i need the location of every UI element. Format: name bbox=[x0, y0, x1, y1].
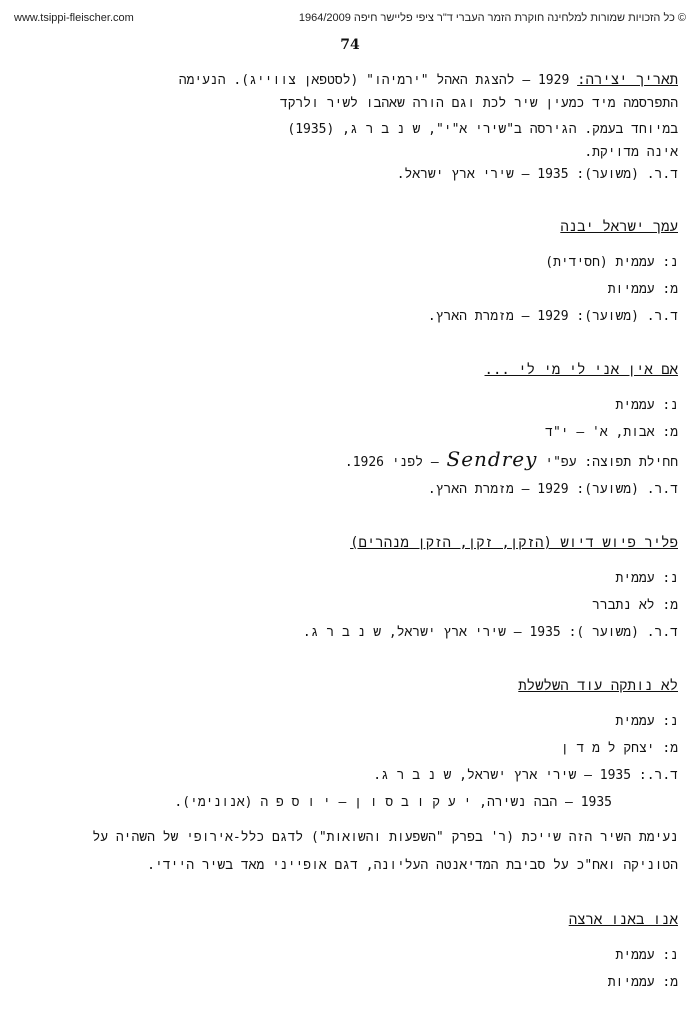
intro-line: התפרסמה מיד כמעין שיר לכת וגם הורה שאהבו לשיר ולרקד bbox=[279, 96, 678, 111]
song-detail-line: 1935 – הבה נשירה, י ע ק ו ב ס ו ן – י ו ס פ ה (אנונימי). bbox=[174, 795, 612, 810]
composition-date-text: 1929 – להצגת האהל "ירמיהו" (לסטפאן צווייג). הנעימה bbox=[178, 73, 570, 88]
composition-date-label: תאריך יצירה: bbox=[577, 72, 678, 88]
intro-line: אינה מדויקת. bbox=[584, 145, 678, 160]
page-number: 74 bbox=[340, 37, 360, 53]
song-entry bbox=[40, 676, 678, 880]
song-detail-line: נ: עממית (חסידית) bbox=[545, 255, 678, 270]
song-title: אנו באנו ארצה bbox=[568, 912, 678, 928]
song-note: נעימת השיר הזה שייכת (ר' בפרק "השפעות והשואות") לדגם כלל-אירופי של השהיה על הטוניקה ואח"כ על סביבת המדיאנטה העליונה, דגם אופייני מאד בשיר היידי. bbox=[92, 830, 678, 873]
song-title: עמך ישראל יבנה bbox=[560, 219, 678, 235]
song-entry bbox=[40, 910, 678, 996]
song-detail-line: ד.ר. (משוער): 1929 – מזמרת הארץ. bbox=[427, 482, 678, 497]
song-detail-line: מ: אבות, א' – י"ד bbox=[545, 425, 678, 440]
site-url: www.tsippi-fleischer.com bbox=[14, 12, 134, 24]
song-detail-line: נ: עממית bbox=[615, 948, 678, 963]
copyright-notice: © כל הזכויות שמורות למלחינה חוקרת הזמר העברי ד"ר ציפי פליישר חיפה 1964/2009 bbox=[298, 12, 686, 24]
song-entry bbox=[40, 360, 678, 503]
song-entry bbox=[40, 533, 678, 646]
song-entry bbox=[40, 217, 678, 330]
song-detail-line: נ: עממית bbox=[615, 398, 678, 413]
song-detail-line: ד.ר.: 1935 – שירי ארץ ישראל, ש נ ב ר ג. bbox=[373, 768, 678, 783]
song-title: לא נותקה עוד השלשלת bbox=[518, 678, 678, 694]
intro-block bbox=[40, 70, 678, 187]
intro-line: במיוחד בעמק. הגירסה ב"שירי א"י", ש נ ב ר ג, (1935) bbox=[287, 122, 678, 137]
song-detail-line: נ: עממית bbox=[615, 571, 678, 586]
song-detail-line: ד.ר. (משוער ): 1935 – שירי ארץ ישראל, ש נ ב ר ג. bbox=[302, 625, 678, 640]
song-detail-line: ד.ר. (משוער): 1929 – מזמרת הארץ. bbox=[427, 309, 678, 324]
song-detail-line: נ: עממית bbox=[615, 714, 678, 729]
performance-label: חחילת תפוצה: עפ"י bbox=[545, 455, 678, 470]
handwritten-name: Sendrey bbox=[446, 447, 538, 471]
song-detail-line: מ: יצחק ל מ ד ן bbox=[560, 741, 678, 756]
document-body bbox=[40, 70, 678, 996]
performance-date: – לפני 1926. bbox=[344, 455, 439, 470]
song-title: אם אין אני לי מי לי ... bbox=[484, 362, 678, 378]
song-detail-line: מ: עממיות bbox=[607, 975, 678, 990]
song-detail-line: מ: לא נתברר bbox=[592, 598, 678, 613]
song-performance-line bbox=[40, 446, 678, 476]
song-detail-line: מ: עממיות bbox=[607, 282, 678, 297]
intro-first-print: ד.ר. (משוער): 1935 – שירי ארץ ישראל. bbox=[396, 167, 678, 182]
song-title: פליר פיוש דיוש (הזקן, זקן, הזקן מנהרים) bbox=[350, 535, 678, 551]
